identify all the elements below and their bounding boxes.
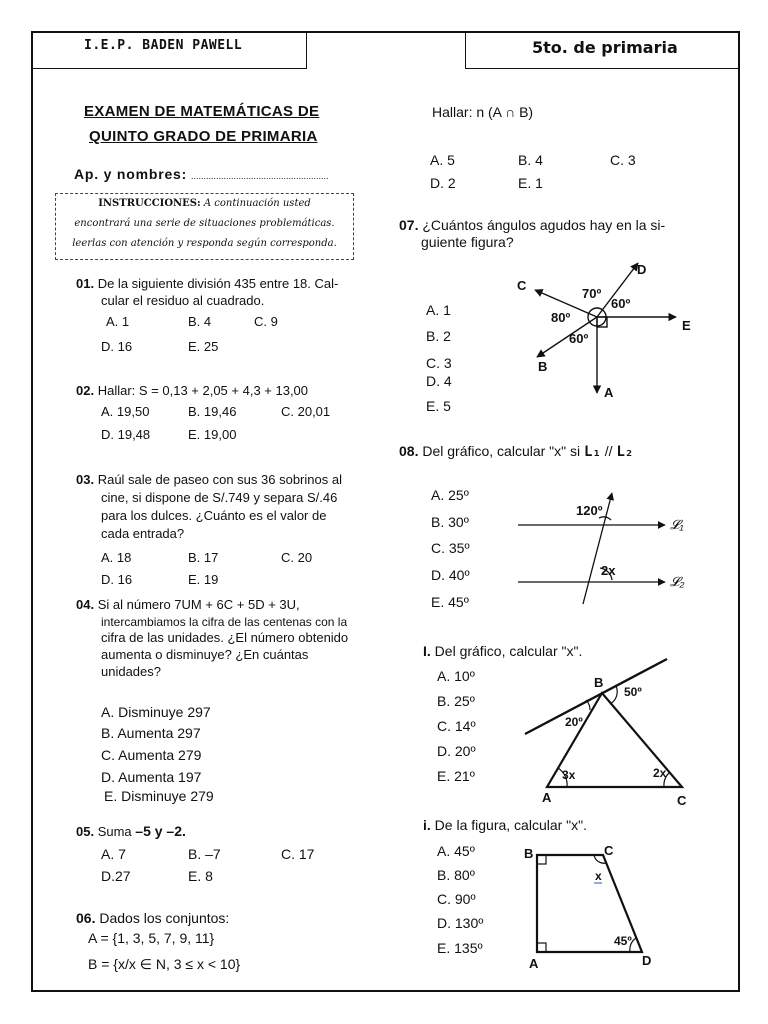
- q10-figure: [520, 838, 660, 973]
- q04-line4: aumenta o disminuye? ¿En cuántas: [101, 647, 309, 662]
- q07-option-b: B. 2: [426, 328, 451, 344]
- q10-option-d: D. 130º: [437, 915, 484, 931]
- exam-title-line1: EXAMEN DE MATEMÁTICAS DE: [84, 103, 320, 120]
- angle-45: 45º: [614, 934, 632, 948]
- q07-option-a: A. 1: [426, 302, 451, 318]
- q07-option-c: C. 3: [426, 355, 452, 371]
- school-name: I.E.P. BADEN PAWELL: [31, 31, 307, 69]
- q04-option-e: E. Disminuye 279: [104, 788, 214, 804]
- question-06: [76, 910, 229, 926]
- angle-2x: 2x: [653, 766, 667, 780]
- q06-option-c: C. 3: [610, 152, 636, 168]
- q09-option-c: C. 14º: [437, 718, 476, 734]
- instructions-line3: leerlas con atención y responda según corresponda.: [72, 238, 337, 249]
- question-03: [76, 472, 342, 488]
- question-02: [76, 383, 308, 399]
- label-b: B: [538, 359, 548, 374]
- q05-number: 05.: [76, 824, 95, 839]
- q03-option-e: E. 19: [188, 572, 219, 587]
- q01-number: 01.: [76, 276, 95, 291]
- q09-option-a: A. 10º: [437, 668, 475, 684]
- exam-title-line2: QUINTO GRADO DE PRIMARIA: [89, 128, 318, 145]
- q08-sep: //: [600, 443, 617, 459]
- q04-number: 04.: [76, 597, 95, 612]
- q06-ask: Hallar: n (A ∩ B): [432, 104, 534, 120]
- q10-option-e: E. 135º: [437, 940, 483, 956]
- q07-line1: ¿Cuántos ángulos agudos hay en la si-: [422, 217, 666, 233]
- q05-option-c: C. 17: [281, 846, 315, 862]
- q08-l2: L₂: [616, 444, 634, 460]
- q03-line2: cine, si dispone de S/.749 y separa S/.46: [101, 490, 338, 505]
- angle-60-bottom: 60º: [569, 331, 589, 346]
- name-field: [74, 166, 329, 182]
- label-l1: 𝓛₁: [670, 517, 684, 532]
- q10-option-b: B. 80º: [437, 867, 475, 883]
- q09-figure: [522, 652, 697, 810]
- q02-option-e: E. 19,00: [188, 427, 237, 442]
- q08-option-e: E. 45º: [431, 594, 469, 610]
- q05-option-e: E. 8: [188, 868, 213, 884]
- q06-number: 06.: [76, 910, 96, 926]
- q02-option-d: D. 19,48: [101, 427, 151, 442]
- q04-option-b: B. Aumenta 297: [101, 725, 201, 741]
- instructions-line1: A continuación usted: [203, 198, 311, 209]
- arc-20: [586, 700, 590, 710]
- q07-number: 07.: [399, 217, 419, 233]
- q04-line3: cifra de las unidades. ¿El número obtenido: [101, 630, 349, 645]
- label-a: A: [604, 385, 614, 400]
- q01-option-d: D. 16: [101, 339, 133, 354]
- q04-option-d: D. Aumenta 197: [101, 769, 202, 785]
- q02-option-a: A. 19,50: [101, 404, 150, 419]
- q08-option-c: C. 35º: [431, 540, 470, 556]
- label-d: D: [642, 953, 652, 968]
- q01-line2: cular el residuo al cuadrado.: [101, 293, 265, 308]
- q02-number: 02.: [76, 383, 95, 398]
- tangent-line: [525, 659, 667, 734]
- q03-line1: Raúl sale de paseo con sus 36 sobrinos al: [97, 472, 342, 487]
- q02-text: Hallar: S = 0,13 + 2,05 + 4,3 + 13,00: [97, 383, 309, 398]
- q01-option-a: A. 1: [106, 314, 130, 329]
- name-field-label: Ap. y nombres:: [74, 166, 188, 182]
- label-e: E: [682, 318, 691, 333]
- q02-option-c: C. 20,01: [281, 404, 331, 419]
- question-01: [76, 276, 338, 292]
- q03-option-a: A. 18: [101, 550, 132, 565]
- angle-60-top: 60º: [611, 296, 631, 311]
- grade-label: 5to. de primaria: [465, 31, 740, 69]
- q03-line3: para los dulces. ¿Cuánto es el valor de: [101, 508, 327, 523]
- q06-set-a: A = {1, 3, 5, 7, 9, 11}: [88, 930, 215, 946]
- q08-l1: L₁: [584, 444, 601, 460]
- q09-option-e: E. 21º: [437, 768, 475, 784]
- q08-option-a: A. 25º: [431, 487, 469, 503]
- q06-option-e: E. 1: [518, 175, 543, 191]
- q07-option-e: E. 5: [426, 398, 451, 414]
- q07-option-d: D. 4: [426, 373, 452, 389]
- q04-option-a: A. Disminuye 297: [101, 704, 211, 720]
- q05-text-bold: –5 y –2.: [135, 823, 186, 839]
- q10-option-a: A. 45º: [437, 843, 475, 859]
- instructions-line2: encontrará una serie de situaciones problemáticas.: [74, 218, 335, 229]
- q03-option-b: B. 17: [188, 550, 219, 565]
- q10-option-c: C. 90º: [437, 891, 476, 907]
- q01-option-b: B. 4: [188, 314, 212, 329]
- name-field-dots: .......................................................: [191, 171, 329, 181]
- label-c: C: [677, 793, 687, 808]
- q08-option-d: D. 40º: [431, 567, 470, 583]
- question-08: [399, 443, 633, 460]
- label-l2: 𝓛₂: [670, 574, 685, 589]
- q10-number: i.: [423, 817, 431, 833]
- q04-option-c: C. Aumenta 279: [101, 747, 202, 763]
- right-angle-b: [537, 855, 546, 864]
- instructions-box: [55, 193, 354, 260]
- q04-line5: unidades?: [101, 664, 161, 679]
- q05-option-a: A. 7: [101, 846, 126, 862]
- q03-option-d: D. 16: [101, 572, 133, 587]
- q09-number: I.: [423, 643, 431, 659]
- q08-number: 08.: [399, 443, 419, 459]
- angle-3x: 3x: [562, 768, 576, 782]
- question-07: [399, 217, 665, 233]
- q10-text: De la figura, calcular "x".: [434, 817, 588, 833]
- instructions-label: INSTRUCCIONES:: [98, 198, 201, 209]
- q01-option-e: E. 25: [188, 339, 219, 354]
- right-angle-a: [537, 943, 546, 952]
- label-c: C: [604, 843, 614, 858]
- q02-option-b: B. 19,46: [188, 404, 237, 419]
- question-10: [423, 817, 587, 833]
- q04-line1: Si al número 7UM + 6C + 5D + 3U,: [97, 597, 300, 612]
- question-04: [76, 597, 300, 613]
- angle-2x: 2x: [601, 563, 616, 578]
- q06-option-a: A. 5: [430, 152, 455, 168]
- angle-50: 50º: [624, 685, 642, 699]
- angle-80: 80º: [551, 310, 571, 325]
- q08-option-b: B. 30º: [431, 514, 469, 530]
- label-b: B: [524, 846, 534, 861]
- q07-line2: guiente figura?: [421, 234, 514, 250]
- angle-20: 20º: [565, 715, 583, 729]
- q05-text-pre: Suma: [97, 824, 132, 839]
- q05-option-b: B. –7: [188, 846, 221, 862]
- q09-text: Del gráfico, calcular "x".: [434, 643, 583, 659]
- label-a: A: [542, 790, 552, 805]
- q06-option-d: D. 2: [430, 175, 456, 191]
- q08-figure: [515, 490, 695, 610]
- label-b: B: [594, 675, 604, 690]
- q05-option-d: D.27: [101, 868, 131, 884]
- q04-line2: intercambiamos la cifra de las centenas con la: [101, 615, 348, 629]
- angle-70: 70º: [582, 286, 602, 301]
- q01-option-c: C. 9: [254, 314, 278, 329]
- q09-option-d: D. 20º: [437, 743, 476, 759]
- label-a: A: [529, 956, 539, 971]
- question-05: [76, 823, 186, 840]
- q09-option-b: B. 25º: [437, 693, 475, 709]
- q06-set-b: B = {x/x ∈ N, 3 ≤ x < 10}: [88, 956, 241, 972]
- q06-line1: Dados los conjuntos:: [99, 910, 230, 926]
- q03-option-c: C. 20: [281, 550, 313, 565]
- label-c: C: [517, 278, 527, 293]
- q07-figure: [510, 258, 700, 403]
- label-d: D: [637, 262, 647, 277]
- q08-text: Del gráfico, calcular "x" si: [422, 443, 581, 459]
- q06-option-b: B. 4: [518, 152, 543, 168]
- q03-line4: cada entrada?: [101, 526, 185, 541]
- q01-line1: De la siguiente división 435 entre 18. Cal-: [97, 276, 339, 291]
- angle-x: x: [595, 869, 602, 883]
- angle-120: 120º: [576, 503, 603, 518]
- q03-number: 03.: [76, 472, 95, 487]
